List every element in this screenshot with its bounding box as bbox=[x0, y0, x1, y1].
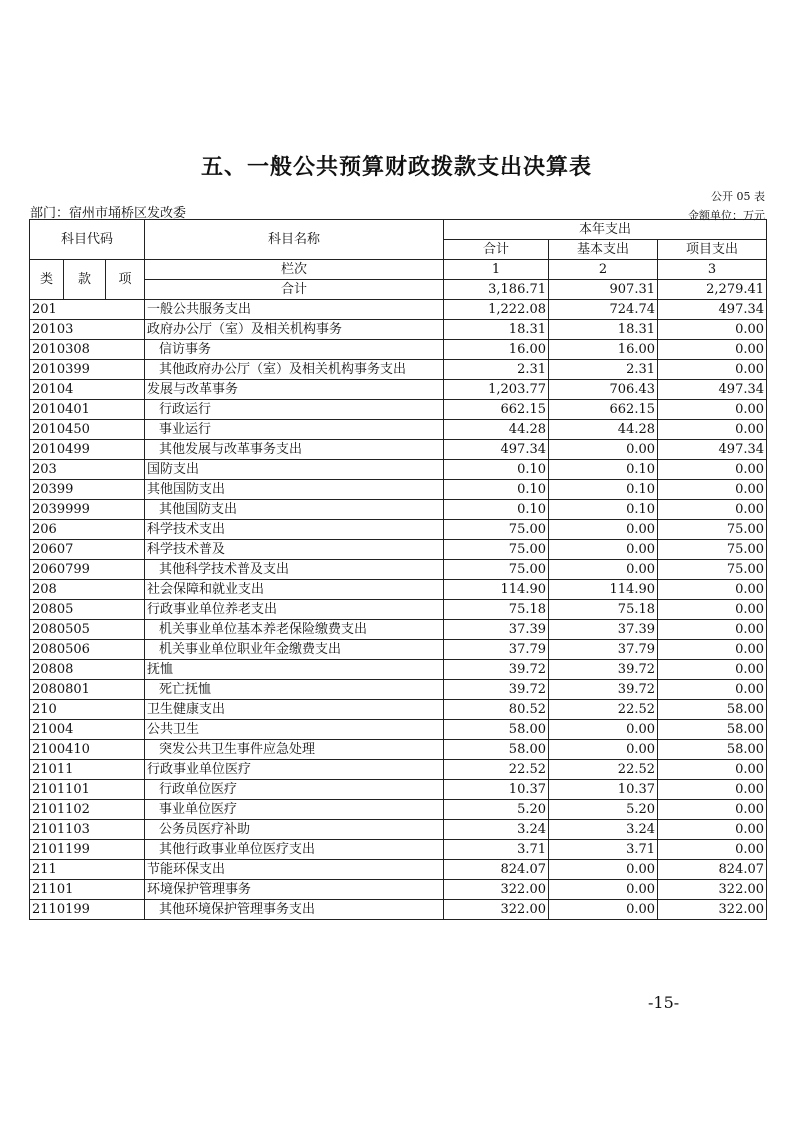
table-row bbox=[30, 840, 767, 860]
amount-basic: 3.71 bbox=[549, 840, 658, 860]
subject-code: 20805 bbox=[30, 600, 145, 620]
amount-total: 58.00 bbox=[444, 720, 549, 740]
subject-code: 21004 bbox=[30, 720, 145, 740]
table-row bbox=[30, 800, 767, 820]
subject-name: 事业单位医疗 bbox=[145, 800, 444, 820]
amount-project: 0.00 bbox=[658, 680, 767, 700]
amount-total: 18.31 bbox=[444, 320, 549, 340]
header-xiang: 项 bbox=[106, 260, 145, 300]
amount-basic: 0.00 bbox=[549, 440, 658, 460]
header-project-expenditure: 项目支出 bbox=[658, 240, 767, 260]
subject-code: 20808 bbox=[30, 660, 145, 680]
subject-name: 公共卫生 bbox=[145, 720, 444, 740]
amount-basic: 0.00 bbox=[549, 860, 658, 880]
subject-code: 20104 bbox=[30, 380, 145, 400]
table-row bbox=[30, 820, 767, 840]
header-current-year-expenditure: 本年支出 bbox=[444, 220, 767, 240]
amount-project: 0.00 bbox=[658, 620, 767, 640]
table-row bbox=[30, 620, 767, 640]
amount-total: 0.10 bbox=[444, 500, 549, 520]
amount-basic: 0.00 bbox=[549, 720, 658, 740]
amount-basic: 0.00 bbox=[549, 560, 658, 580]
amount-total: 1,203.77 bbox=[444, 380, 549, 400]
total-label: 合计 bbox=[145, 280, 444, 300]
amount-basic: 39.72 bbox=[549, 660, 658, 680]
amount-project: 497.34 bbox=[658, 440, 767, 460]
amount-project: 0.00 bbox=[658, 360, 767, 380]
amount-total: 75.00 bbox=[444, 520, 549, 540]
amount-basic: 22.52 bbox=[549, 700, 658, 720]
amount-project: 0.00 bbox=[658, 340, 767, 360]
subject-name: 政府办公厅（室）及相关机构事务 bbox=[145, 320, 444, 340]
amount-total: 497.34 bbox=[444, 440, 549, 460]
table-row bbox=[30, 400, 767, 420]
amount-basic: 0.00 bbox=[549, 880, 658, 900]
subject-name: 其他国防支出 bbox=[145, 500, 444, 520]
subject-name: 信访事务 bbox=[145, 340, 444, 360]
amount-total: 22.52 bbox=[444, 760, 549, 780]
table-row bbox=[30, 480, 767, 500]
table-row bbox=[30, 540, 767, 560]
amount-total: 37.39 bbox=[444, 620, 549, 640]
amount-total: 75.00 bbox=[444, 540, 549, 560]
subject-code: 21101 bbox=[30, 880, 145, 900]
column-index-3: 3 bbox=[658, 260, 767, 280]
table-row bbox=[30, 560, 767, 580]
amount-project: 0.00 bbox=[658, 780, 767, 800]
subject-code: 2080801 bbox=[30, 680, 145, 700]
subject-name: 行政运行 bbox=[145, 400, 444, 420]
subject-name: 国防支出 bbox=[145, 460, 444, 480]
subject-code: 2101199 bbox=[30, 840, 145, 860]
table-row bbox=[30, 660, 767, 680]
total-project: 2,279.41 bbox=[658, 280, 767, 300]
total-basic: 907.31 bbox=[549, 280, 658, 300]
table-row bbox=[30, 680, 767, 700]
subject-code: 2110199 bbox=[30, 900, 145, 920]
amount-basic: 0.10 bbox=[549, 500, 658, 520]
subject-code: 2010399 bbox=[30, 360, 145, 380]
subject-name: 行政事业单位养老支出 bbox=[145, 600, 444, 620]
amount-basic: 37.79 bbox=[549, 640, 658, 660]
table-row bbox=[30, 600, 767, 620]
amount-total: 3.71 bbox=[444, 840, 549, 860]
subject-name: 机关事业单位基本养老保险缴费支出 bbox=[145, 620, 444, 640]
amount-total: 3.24 bbox=[444, 820, 549, 840]
header-subject-code: 科目代码 bbox=[30, 220, 145, 260]
table-row bbox=[30, 640, 767, 660]
amount-total: 322.00 bbox=[444, 880, 549, 900]
amount-project: 75.00 bbox=[658, 520, 767, 540]
amount-project: 0.00 bbox=[658, 820, 767, 840]
amount-project: 824.07 bbox=[658, 860, 767, 880]
amount-project: 0.00 bbox=[658, 500, 767, 520]
amount-basic: 2.31 bbox=[549, 360, 658, 380]
amount-project: 497.34 bbox=[658, 300, 767, 320]
subject-name: 抚恤 bbox=[145, 660, 444, 680]
subject-code: 210 bbox=[30, 700, 145, 720]
subject-name: 科学技术普及 bbox=[145, 540, 444, 560]
table-row bbox=[30, 460, 767, 480]
amount-project: 497.34 bbox=[658, 380, 767, 400]
amount-total: 662.15 bbox=[444, 400, 549, 420]
amount-total: 824.07 bbox=[444, 860, 549, 880]
amount-basic: 0.00 bbox=[549, 740, 658, 760]
subject-name: 突发公共卫生事件应急处理 bbox=[145, 740, 444, 760]
amount-basic: 5.20 bbox=[549, 800, 658, 820]
subject-name: 其他行政事业单位医疗支出 bbox=[145, 840, 444, 860]
amount-project: 0.00 bbox=[658, 480, 767, 500]
table-row bbox=[30, 720, 767, 740]
header-kuan: 款 bbox=[64, 260, 106, 300]
amount-total: 75.00 bbox=[444, 560, 549, 580]
amount-project: 58.00 bbox=[658, 740, 767, 760]
subject-code: 2010401 bbox=[30, 400, 145, 420]
subject-name: 公务员医疗补助 bbox=[145, 820, 444, 840]
page-number: -15- bbox=[648, 993, 680, 1012]
subject-name: 一般公共服务支出 bbox=[145, 300, 444, 320]
subject-name: 发展与改革事务 bbox=[145, 380, 444, 400]
amount-basic: 39.72 bbox=[549, 680, 658, 700]
amount-basic: 0.00 bbox=[549, 520, 658, 540]
amount-basic: 0.10 bbox=[549, 480, 658, 500]
table-row bbox=[30, 580, 767, 600]
amount-total: 75.18 bbox=[444, 600, 549, 620]
subject-code: 2101101 bbox=[30, 780, 145, 800]
table-row bbox=[30, 500, 767, 520]
amount-total: 322.00 bbox=[444, 900, 549, 920]
subject-name: 节能环保支出 bbox=[145, 860, 444, 880]
table-row bbox=[30, 740, 767, 760]
subject-code: 2010499 bbox=[30, 440, 145, 460]
subject-code: 20103 bbox=[30, 320, 145, 340]
subject-name: 其他科学技术普及支出 bbox=[145, 560, 444, 580]
amount-project: 58.00 bbox=[658, 720, 767, 740]
amount-project: 75.00 bbox=[658, 560, 767, 580]
subject-name: 机关事业单位职业年金缴费支出 bbox=[145, 640, 444, 660]
table-row bbox=[30, 440, 767, 460]
subject-code: 21011 bbox=[30, 760, 145, 780]
amount-basic: 706.43 bbox=[549, 380, 658, 400]
subject-name: 其他国防支出 bbox=[145, 480, 444, 500]
table-row bbox=[30, 760, 767, 780]
amount-total: 44.28 bbox=[444, 420, 549, 440]
table-row bbox=[30, 360, 767, 380]
subject-code: 2039999 bbox=[30, 500, 145, 520]
subject-name: 社会保障和就业支出 bbox=[145, 580, 444, 600]
subject-name: 科学技术支出 bbox=[145, 520, 444, 540]
subject-code: 20399 bbox=[30, 480, 145, 500]
amount-basic: 10.37 bbox=[549, 780, 658, 800]
amount-basic: 37.39 bbox=[549, 620, 658, 640]
amount-project: 0.00 bbox=[658, 840, 767, 860]
table-row bbox=[30, 700, 767, 720]
subject-code: 2101102 bbox=[30, 800, 145, 820]
table-row bbox=[30, 860, 767, 880]
table-row bbox=[30, 880, 767, 900]
page-title: 五、一般公共预算财政拨款支出决算表 bbox=[200, 155, 592, 180]
header-column-index: 栏次 bbox=[145, 260, 444, 280]
amount-project: 0.00 bbox=[658, 420, 767, 440]
amount-basic: 16.00 bbox=[549, 340, 658, 360]
amount-project: 0.00 bbox=[658, 660, 767, 680]
column-index-1: 1 bbox=[444, 260, 549, 280]
table-row bbox=[30, 520, 767, 540]
subject-code: 203 bbox=[30, 460, 145, 480]
amount-project: 58.00 bbox=[658, 700, 767, 720]
header-basic-expenditure: 基本支出 bbox=[549, 240, 658, 260]
subject-name: 行政事业单位医疗 bbox=[145, 760, 444, 780]
amount-basic: 44.28 bbox=[549, 420, 658, 440]
subject-name: 死亡抚恤 bbox=[145, 680, 444, 700]
amount-total: 114.90 bbox=[444, 580, 549, 600]
table-row bbox=[30, 380, 767, 400]
subject-code: 2010308 bbox=[30, 340, 145, 360]
subject-code: 206 bbox=[30, 520, 145, 540]
amount-basic: 662.15 bbox=[549, 400, 658, 420]
amount-total: 0.10 bbox=[444, 480, 549, 500]
subject-code: 211 bbox=[30, 860, 145, 880]
amount-project: 0.00 bbox=[658, 580, 767, 600]
amount-total: 39.72 bbox=[444, 660, 549, 680]
amount-total: 1,222.08 bbox=[444, 300, 549, 320]
amount-unit-label: 金额单位：万元 bbox=[688, 209, 765, 222]
amount-basic: 18.31 bbox=[549, 320, 658, 340]
subject-name: 其他发展与改革事务支出 bbox=[145, 440, 444, 460]
amount-total: 2.31 bbox=[444, 360, 549, 380]
table-row bbox=[30, 320, 767, 340]
amount-basic: 0.10 bbox=[549, 460, 658, 480]
amount-basic: 114.90 bbox=[549, 580, 658, 600]
amount-project: 75.00 bbox=[658, 540, 767, 560]
amount-project: 0.00 bbox=[658, 800, 767, 820]
subject-name: 行政单位医疗 bbox=[145, 780, 444, 800]
amount-total: 16.00 bbox=[444, 340, 549, 360]
amount-project: 0.00 bbox=[658, 600, 767, 620]
amount-total: 10.37 bbox=[444, 780, 549, 800]
amount-total: 58.00 bbox=[444, 740, 549, 760]
table-row bbox=[30, 900, 767, 920]
header-subject-name: 科目名称 bbox=[145, 220, 444, 260]
subject-code: 2080506 bbox=[30, 640, 145, 660]
subject-name: 卫生健康支出 bbox=[145, 700, 444, 720]
amount-basic: 724.74 bbox=[549, 300, 658, 320]
subject-name: 其他环境保护管理事务支出 bbox=[145, 900, 444, 920]
amount-total: 39.72 bbox=[444, 680, 549, 700]
header-lei: 类 bbox=[30, 260, 64, 300]
subject-code: 20607 bbox=[30, 540, 145, 560]
subject-code: 2010450 bbox=[30, 420, 145, 440]
table-row bbox=[30, 780, 767, 800]
department-label: 部门：宿州市埇桥区发改委 bbox=[30, 206, 187, 221]
subject-code: 2080505 bbox=[30, 620, 145, 640]
amount-project: 0.00 bbox=[658, 760, 767, 780]
form-number: 公开 05 表 bbox=[711, 190, 765, 203]
subject-name: 事业运行 bbox=[145, 420, 444, 440]
table-row bbox=[30, 420, 767, 440]
amount-basic: 22.52 bbox=[549, 760, 658, 780]
table-row bbox=[30, 300, 767, 320]
expenditure-table bbox=[29, 219, 767, 920]
total-amount: 3,186.71 bbox=[444, 280, 549, 300]
amount-total: 80.52 bbox=[444, 700, 549, 720]
amount-project: 0.00 bbox=[658, 400, 767, 420]
subject-code: 208 bbox=[30, 580, 145, 600]
table-body bbox=[30, 300, 767, 920]
subject-code: 201 bbox=[30, 300, 145, 320]
subject-code: 2101103 bbox=[30, 820, 145, 840]
amount-total: 37.79 bbox=[444, 640, 549, 660]
amount-basic: 0.00 bbox=[549, 900, 658, 920]
amount-basic: 3.24 bbox=[549, 820, 658, 840]
subject-name: 其他政府办公厅（室）及相关机构事务支出 bbox=[145, 360, 444, 380]
amount-basic: 75.18 bbox=[549, 600, 658, 620]
amount-project: 0.00 bbox=[658, 640, 767, 660]
amount-total: 5.20 bbox=[444, 800, 549, 820]
amount-project: 0.00 bbox=[658, 460, 767, 480]
header-total: 合计 bbox=[444, 240, 549, 260]
amount-project: 322.00 bbox=[658, 900, 767, 920]
amount-basic: 0.00 bbox=[549, 540, 658, 560]
subject-code: 2100410 bbox=[30, 740, 145, 760]
column-index-2: 2 bbox=[549, 260, 658, 280]
amount-project: 322.00 bbox=[658, 880, 767, 900]
table-row bbox=[30, 340, 767, 360]
amount-project: 0.00 bbox=[658, 320, 767, 340]
subject-name: 环境保护管理事务 bbox=[145, 880, 444, 900]
subject-code: 2060799 bbox=[30, 560, 145, 580]
amount-total: 0.10 bbox=[444, 460, 549, 480]
